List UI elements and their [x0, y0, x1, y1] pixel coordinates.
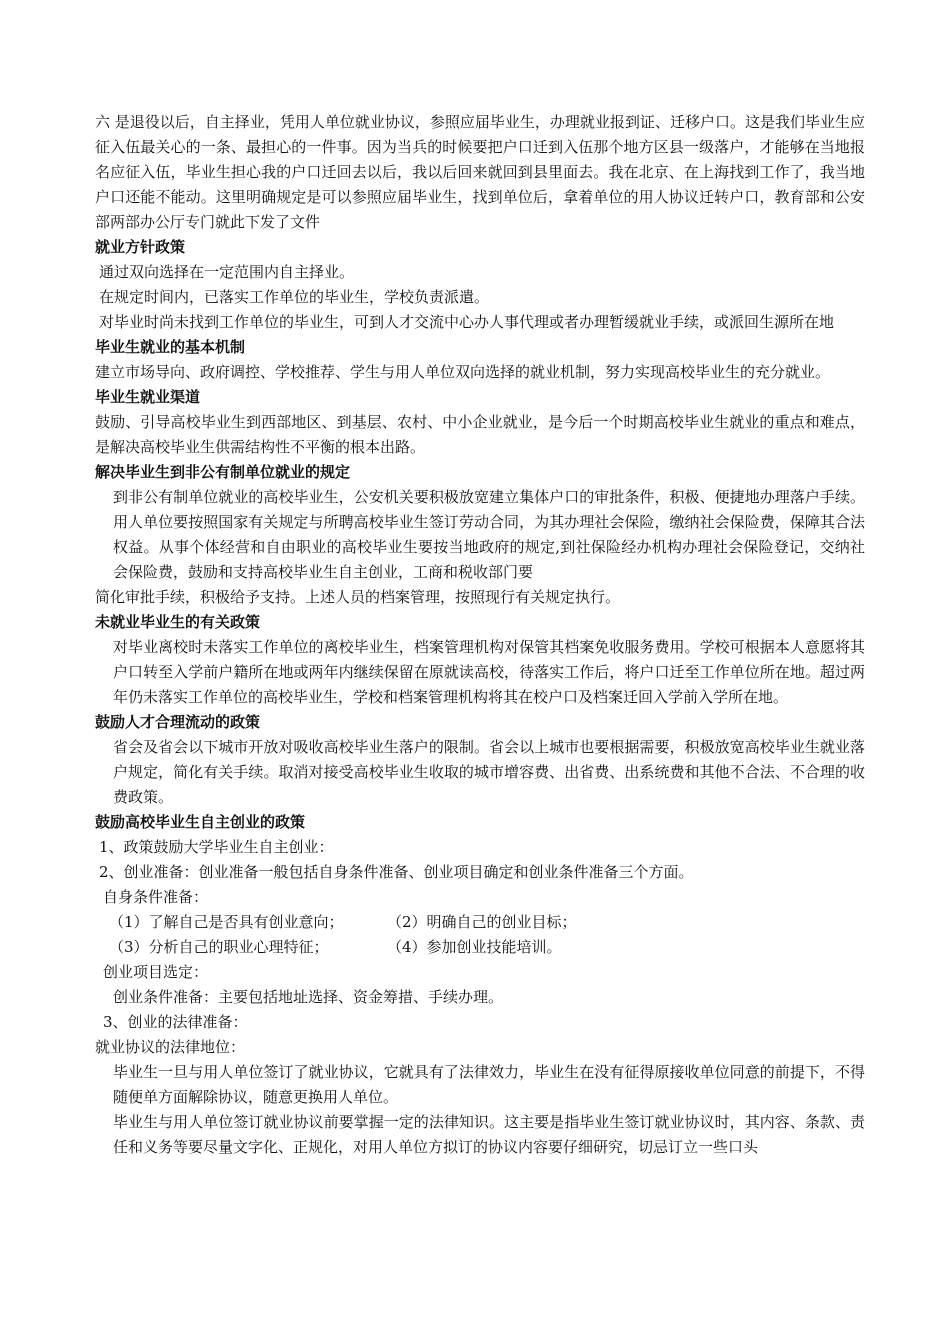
paragraph: 省会及省会以下城市开放对吸收高校毕业生落户的限制。省会以上城市也要根据需要，积极放宽高校毕业生就业落户规定，简化有关手续。取消对接受高校毕业生收取的城市增容费、出省费、出系统费和其他不合法、不合理的收费政策。 [113, 738, 865, 806]
paragraph: 毕业生与用人单位签订就业协议前要掌握一定的法律知识。这主要是指毕业生签订就业协议时，其内容、条款、责任和义务等要尽量文字化、正规化，对用人单位方拟订的协议内容要仔细研究，切忌订立一些口头 [113, 1113, 865, 1156]
paragraph: 通过双向选择在一定范围内自主择业。 [99, 263, 355, 281]
paragraph: 简化审批手续，积极给予支持。上述人员的档案管理，按照现行有关规定执行。 [95, 588, 621, 606]
heading-non-public-units: 解决毕业生到非公有制单位就业的规定 [95, 463, 351, 481]
heading-unemployed-graduates: 未就业毕业生的有关政策 [95, 613, 261, 631]
paragraph: 鼓励、引导高校毕业生到西部地区、到基层、农村、中小企业就业，是今后一个时期高校毕业生就业的重点和难点，是解决高校毕业生供需结构性不平衡的根本出路。 [95, 413, 865, 456]
list-item: 自身条件准备： [103, 888, 209, 906]
list-item: 2、创业准备：创业准备一般包括自身条件准备、创业项目确定和创业条件准备三个方面。 [99, 863, 694, 881]
paragraph: 对毕业离校时未落实工作单位的离校毕业生，档案管理机构对保管其档案免收服务费用。学校可根据本人意愿将其户口转至入学前户籍所在地或两年内继续保留在原就读高校，待落实工作后，将户口迁至工作单位所在地。超过两年仍未落实工作单位的高校毕业生，学校和档案管理机构将其在校户口及档案迁回入学前入学所在地。 [113, 638, 865, 706]
paragraph: 到非公有制单位就业的高校毕业生，公安机关要积极放宽建立集体户口的审批条件，积极、便捷地办理落户手续。用人单位要按照国家有关规定与所聘高校毕业生签订劳动合同，为其办理社会保险，缴纳社会保险费，保障其合法权益。从事个体经营和自由职业的高校毕业生要按当地政府的规定,到社保险经办机构办理社会保险登记，交纳社会保险费，鼓励和支持高校毕业生自主创业，工商和税收部门要 [113, 488, 865, 581]
paragraph-intro: 六 是退役以后，自主择业，凭用人单位就业协议，参照应届毕业生，办理就业报到证、迁移户口。这是我们毕业生应征入伍最关心的一条、最担心的一件事。因为当兵的时候要把户口迁到入伍那个地方区县一级落户，才能够在当地报名应征入伍，毕业生担心我的户口迁回去以后，我以后回来就回到县里面去。我在北京、在上海找到工作了，我当地户口还能不能动。这里明确规定是可以参照应届毕业生，找到单位后，拿着单位的用人协议迁转户口，教育部和公安部两部办公厅专门就此下发了文件 [95, 113, 865, 231]
heading-employment-policy: 就业方针政策 [95, 238, 186, 256]
list-item [95, 910, 865, 935]
list-item: 3、创业的法律准备： [103, 1013, 248, 1031]
heading-talent-flow: 鼓励人才合理流动的政策 [95, 713, 261, 731]
list-item-part: （4）参加创业技能培训。 [387, 938, 562, 956]
paragraph: 毕业生一旦与用人单位签订了就业协议，它就具有了法律效力，毕业生在没有征得原接收单位同意的前提下，不得随便单方面解除协议，随意更换用人单位。 [113, 1063, 865, 1106]
list-item: 创业项目选定： [103, 963, 209, 981]
list-item [95, 935, 865, 960]
paragraph: 建立市场导向、政府调控、学校推荐、学生与用人单位双向选择的就业机制，努力实现高校毕业生的充分就业。 [95, 363, 831, 381]
list-item-part: （2）明确自己的创业目标； [387, 913, 577, 931]
paragraph: 对毕业时尚未找到工作单位的毕业生，可到人才交流中心办人事代理或者办理暂缓就业手续，或派回生源所在地 [99, 313, 835, 331]
list-item: 创业条件准备：主要包括地址选择、资金筹措、手续办理。 [113, 988, 504, 1006]
heading-employment-channels: 毕业生就业渠道 [95, 388, 201, 406]
document-page [95, 110, 865, 1160]
list-item-part: （3）分析自己的职业心理特征； [109, 938, 329, 956]
list-item: 就业协议的法律地位： [95, 1038, 246, 1056]
list-item-part: （1）了解自己是否具有创业意向； [109, 913, 344, 931]
heading-entrepreneurship: 鼓励高校毕业生自主创业的政策 [95, 813, 306, 831]
heading-basic-mechanism: 毕业生就业的基本机制 [95, 338, 246, 356]
list-item: 1、政策鼓励大学毕业生自主创业： [99, 838, 334, 856]
paragraph: 在规定时间内，已落实工作单位的毕业生，学校负责派遣。 [99, 288, 490, 306]
